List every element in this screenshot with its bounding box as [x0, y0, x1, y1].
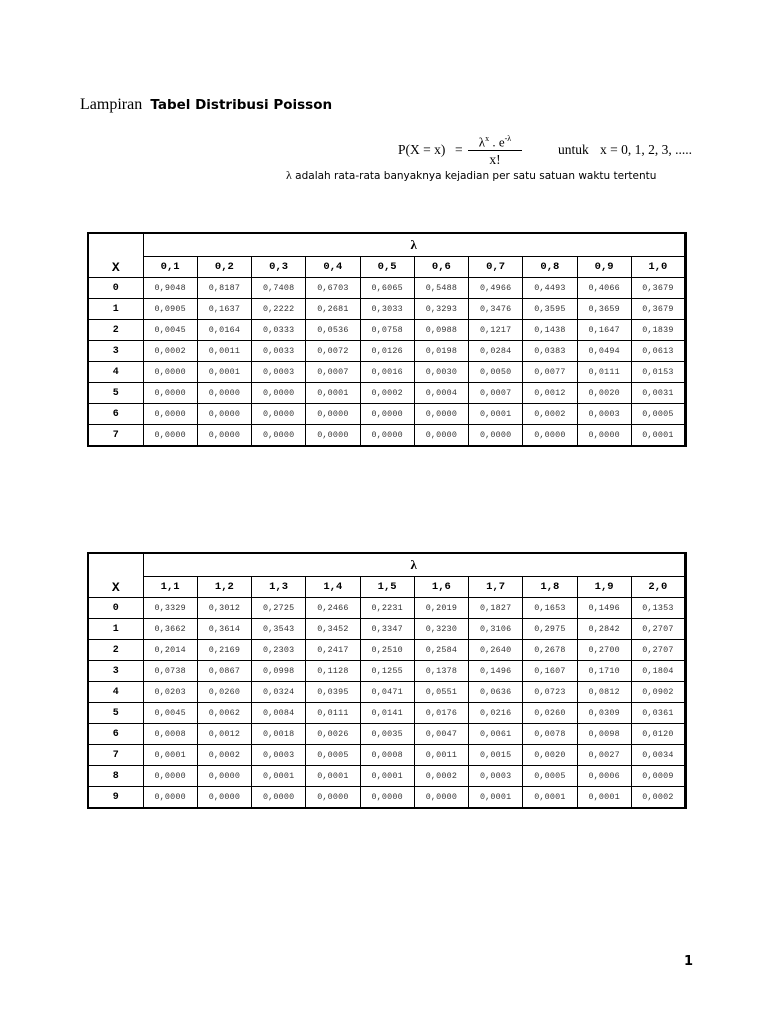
probability-cell: 0,0000 [143, 425, 197, 447]
x-value: 7 [88, 745, 143, 766]
lambda-values-row [88, 577, 686, 598]
probability-cell: 0,2019 [414, 598, 468, 619]
lambda-value-header: 1,0 [631, 257, 685, 278]
probability-cell: 0,0012 [523, 383, 577, 404]
x-value: 2 [88, 640, 143, 661]
table-row [88, 787, 686, 809]
probability-cell: 0,0536 [306, 320, 360, 341]
probability-cell: 0,1438 [523, 320, 577, 341]
probability-cell: 0,0613 [631, 341, 685, 362]
probability-cell: 0,0001 [143, 745, 197, 766]
probability-cell: 0,2842 [577, 619, 631, 640]
title-text: Tabel Distribusi Poisson [150, 97, 333, 113]
lambda-values-row [88, 257, 686, 278]
probability-cell: 0,0026 [306, 724, 360, 745]
probability-cell: 0,0016 [360, 362, 414, 383]
probability-cell: 0,0035 [360, 724, 414, 745]
x-value: 3 [88, 341, 143, 362]
probability-cell: 0,0000 [306, 404, 360, 425]
probability-cell: 0,0098 [577, 724, 631, 745]
probability-cell: 0,0003 [577, 404, 631, 425]
probability-cell: 0,2707 [631, 640, 685, 661]
probability-cell: 0,0998 [252, 661, 306, 682]
probability-cell: 0,3329 [143, 598, 197, 619]
probability-cell: 0,2417 [306, 640, 360, 661]
probability-cell: 0,0001 [523, 787, 577, 809]
lambda-value-header: 0,6 [414, 257, 468, 278]
probability-cell: 0,0000 [360, 425, 414, 447]
probability-cell: 0,3679 [631, 278, 685, 299]
probability-cell: 0,0260 [523, 703, 577, 724]
poisson-table-2 [87, 552, 687, 809]
probability-cell: 0,0153 [631, 362, 685, 383]
probability-cell: 0,0111 [577, 362, 631, 383]
probability-cell: 0,0000 [197, 766, 251, 787]
lambda-value-header: 0,1 [143, 257, 197, 278]
probability-cell: 0,3012 [197, 598, 251, 619]
probability-cell: 0,0001 [360, 766, 414, 787]
lambda-value-header: 0,9 [577, 257, 631, 278]
probability-cell: 0,0034 [631, 745, 685, 766]
probability-cell: 0,0203 [143, 682, 197, 703]
lambda-value-header: 0,7 [469, 257, 523, 278]
page-number: 1 [684, 954, 694, 969]
probability-cell: 0,0006 [577, 766, 631, 787]
probability-cell: 0,0000 [143, 766, 197, 787]
lambda-value-header: 1,2 [197, 577, 251, 598]
probability-cell: 0,0333 [252, 320, 306, 341]
probability-cell: 0,6065 [360, 278, 414, 299]
lambda-header-row [88, 553, 686, 577]
probability-cell: 0,1647 [577, 320, 631, 341]
formula-untuk: untuk [558, 142, 589, 157]
probability-cell: 0,0000 [360, 404, 414, 425]
probability-cell: 0,3033 [360, 299, 414, 320]
probability-cell: 0,2014 [143, 640, 197, 661]
table-row [88, 661, 686, 682]
probability-cell: 0,0000 [197, 404, 251, 425]
lambda-value-header: 0,2 [197, 257, 251, 278]
probability-cell: 0,0000 [577, 425, 631, 447]
lambda-value-header: 1,4 [306, 577, 360, 598]
probability-cell: 0,0000 [414, 425, 468, 447]
probability-cell: 0,0141 [360, 703, 414, 724]
fraction-bar [468, 150, 522, 151]
probability-cell: 0,1378 [414, 661, 468, 682]
probability-cell: 0,2681 [306, 299, 360, 320]
probability-cell: 0,0002 [143, 341, 197, 362]
probability-cell: 0,0216 [469, 703, 523, 724]
probability-cell: 0,0738 [143, 661, 197, 682]
probability-cell: 0,0000 [360, 787, 414, 809]
probability-cell: 0,2725 [252, 598, 306, 619]
probability-cell: 0,0000 [143, 383, 197, 404]
probability-cell: 0,0002 [631, 787, 685, 809]
probability-cell: 0,3452 [306, 619, 360, 640]
probability-cell: 0,0003 [469, 766, 523, 787]
lambda-value-header: 1,1 [143, 577, 197, 598]
x-column-header: X [88, 233, 143, 278]
probability-cell: 0,3543 [252, 619, 306, 640]
table-row [88, 383, 686, 404]
probability-cell: 0,0004 [414, 383, 468, 404]
probability-cell: 0,0000 [252, 383, 306, 404]
probability-cell: 0,0020 [523, 745, 577, 766]
table-row [88, 425, 686, 447]
probability-cell: 0,3230 [414, 619, 468, 640]
probability-cell: 0,0000 [197, 787, 251, 809]
probability-cell: 0,0494 [577, 341, 631, 362]
probability-cell: 0,0000 [143, 404, 197, 425]
x-value: 5 [88, 383, 143, 404]
probability-cell: 0,0000 [414, 404, 468, 425]
probability-cell: 0,0003 [252, 745, 306, 766]
probability-cell: 0,0902 [631, 682, 685, 703]
probability-cell: 0,0126 [360, 341, 414, 362]
probability-cell: 0,0383 [523, 341, 577, 362]
x-value: 8 [88, 766, 143, 787]
x-value: 9 [88, 787, 143, 809]
x-value: 1 [88, 619, 143, 640]
probability-cell: 0,0001 [252, 766, 306, 787]
lambda-value-header: 2,0 [631, 577, 685, 598]
probability-cell: 0,3476 [469, 299, 523, 320]
probability-cell: 0,0077 [523, 362, 577, 383]
probability-cell: 0,3293 [414, 299, 468, 320]
lambda-value-header: 0,4 [306, 257, 360, 278]
probability-cell: 0,6703 [306, 278, 360, 299]
probability-cell: 0,1496 [577, 598, 631, 619]
probability-cell: 0,2975 [523, 619, 577, 640]
lambda-value-header: 1,5 [360, 577, 414, 598]
probability-cell: 0,0033 [252, 341, 306, 362]
x-value: 4 [88, 682, 143, 703]
probability-cell: 0,0000 [252, 787, 306, 809]
probability-cell: 0,0309 [577, 703, 631, 724]
probability-cell: 0,0812 [577, 682, 631, 703]
x-value: 1 [88, 299, 143, 320]
table-row [88, 299, 686, 320]
probability-cell: 0,0011 [414, 745, 468, 766]
probability-cell: 0,1710 [577, 661, 631, 682]
table-row [88, 598, 686, 619]
probability-cell: 0,2169 [197, 640, 251, 661]
table-row [88, 320, 686, 341]
probability-cell: 0,2303 [252, 640, 306, 661]
probability-cell: 0,3614 [197, 619, 251, 640]
probability-cell: 0,0001 [306, 766, 360, 787]
probability-cell: 0,0000 [143, 787, 197, 809]
probability-cell: 0,0164 [197, 320, 251, 341]
probability-cell: 0,2510 [360, 640, 414, 661]
lambda-value-header: 1,9 [577, 577, 631, 598]
table-row [88, 341, 686, 362]
probability-cell: 0,0072 [306, 341, 360, 362]
lambda-value-header: 0,3 [252, 257, 306, 278]
probability-cell: 0,3659 [577, 299, 631, 320]
probability-cell: 0,5488 [414, 278, 468, 299]
probability-cell: 0,1827 [469, 598, 523, 619]
formula-range: x = 0, 1, 2, 3, ..... [600, 142, 692, 157]
probability-cell: 0,0030 [414, 362, 468, 383]
probability-cell: 0,0002 [197, 745, 251, 766]
probability-cell: 0,0009 [631, 766, 685, 787]
probability-cell: 0,0111 [306, 703, 360, 724]
x-value: 0 [88, 598, 143, 619]
probability-cell: 0,0867 [197, 661, 251, 682]
lambda-value-header: 1,6 [414, 577, 468, 598]
probability-cell: 0,0011 [197, 341, 251, 362]
probability-cell: 0,3595 [523, 299, 577, 320]
probability-cell: 0,0020 [577, 383, 631, 404]
lambda-value-header: 0,5 [360, 257, 414, 278]
probability-cell: 0,0018 [252, 724, 306, 745]
probability-cell: 0,0000 [252, 425, 306, 447]
lambda-value-header: 1,8 [523, 577, 577, 598]
probability-cell: 0,4493 [523, 278, 577, 299]
probability-cell: 0,0007 [469, 383, 523, 404]
probability-cell: 0,0008 [143, 724, 197, 745]
probability-cell: 0,3679 [631, 299, 685, 320]
probability-cell: 0,0001 [577, 787, 631, 809]
probability-cell: 0,2700 [577, 640, 631, 661]
probability-cell: 0,0005 [631, 404, 685, 425]
formula-e-exp: -λ [504, 134, 512, 143]
probability-cell: 0,0000 [306, 787, 360, 809]
probability-cell: 0,0000 [143, 362, 197, 383]
table-row [88, 619, 686, 640]
probability-cell: 0,0000 [414, 787, 468, 809]
probability-cell: 0,2466 [306, 598, 360, 619]
probability-cell: 0,2707 [631, 619, 685, 640]
probability-cell: 0,2222 [252, 299, 306, 320]
probability-cell: 0,0015 [469, 745, 523, 766]
probability-cell: 0,0000 [306, 425, 360, 447]
probability-cell: 0,1496 [469, 661, 523, 682]
probability-cell: 0,0008 [360, 745, 414, 766]
formula-lambda-exp: x [485, 134, 490, 143]
lambda-header: λ [143, 233, 686, 257]
probability-cell: 0,0002 [360, 383, 414, 404]
probability-cell: 0,0002 [523, 404, 577, 425]
table-row [88, 682, 686, 703]
probability-cell: 0,0000 [523, 425, 577, 447]
probability-cell: 0,4966 [469, 278, 523, 299]
probability-cell: 0,0001 [469, 787, 523, 809]
x-value: 4 [88, 362, 143, 383]
probability-cell: 0,3662 [143, 619, 197, 640]
probability-cell: 0,0027 [577, 745, 631, 766]
table-row [88, 703, 686, 724]
probability-cell: 0,0120 [631, 724, 685, 745]
table-row [88, 278, 686, 299]
probability-cell: 0,0000 [252, 404, 306, 425]
probability-cell: 0,0723 [523, 682, 577, 703]
probability-cell: 0,0000 [197, 425, 251, 447]
table-row [88, 362, 686, 383]
table-row [88, 404, 686, 425]
probability-cell: 0,0324 [252, 682, 306, 703]
x-column-header: X [88, 553, 143, 598]
x-value: 6 [88, 724, 143, 745]
probability-cell: 0,0078 [523, 724, 577, 745]
poisson-formula [398, 132, 698, 172]
probability-cell: 0,0061 [469, 724, 523, 745]
lambda-value-header: 1,7 [469, 577, 523, 598]
x-value: 7 [88, 425, 143, 447]
probability-cell: 0,1353 [631, 598, 685, 619]
probability-cell: 0,0002 [414, 766, 468, 787]
probability-cell: 0,1255 [360, 661, 414, 682]
note-lambda: λ [286, 168, 292, 182]
probability-cell: 0,0395 [306, 682, 360, 703]
probability-cell: 0,3106 [469, 619, 523, 640]
formula-numerator [468, 134, 522, 150]
probability-cell: 0,1839 [631, 320, 685, 341]
lambda-value-header: 0,8 [523, 257, 577, 278]
probability-cell: 0,0012 [197, 724, 251, 745]
lambda-header-row [88, 233, 686, 257]
probability-cell: 0,0636 [469, 682, 523, 703]
probability-cell: 0,0001 [469, 404, 523, 425]
x-value: 2 [88, 320, 143, 341]
probability-cell: 0,0471 [360, 682, 414, 703]
probability-cell: 0,0084 [252, 703, 306, 724]
note-text: adalah rata-rata banyaknya kejadian per satu satuan waktu tertentu [295, 170, 657, 182]
x-value: 6 [88, 404, 143, 425]
probability-cell: 0,0000 [469, 425, 523, 447]
probability-cell: 0,0361 [631, 703, 685, 724]
probability-cell: 0,7408 [252, 278, 306, 299]
probability-cell: 0,0001 [306, 383, 360, 404]
formula-denominator: x! [489, 152, 501, 167]
probability-cell: 0,0758 [360, 320, 414, 341]
probability-cell: 0,0001 [197, 362, 251, 383]
probability-cell: 0,0003 [252, 362, 306, 383]
probability-cell: 0,2640 [469, 640, 523, 661]
lambda-value-header: 1,3 [252, 577, 306, 598]
lambda-note [286, 168, 656, 183]
probability-cell: 0,1128 [306, 661, 360, 682]
probability-cell: 0,1804 [631, 661, 685, 682]
probability-cell: 0,0001 [631, 425, 685, 447]
x-value: 5 [88, 703, 143, 724]
formula-lambda: λ [478, 134, 486, 150]
x-value: 3 [88, 661, 143, 682]
probability-cell: 0,0005 [306, 745, 360, 766]
probability-cell: 0,8187 [197, 278, 251, 299]
probability-cell: 0,0050 [469, 362, 523, 383]
table-row [88, 724, 686, 745]
probability-cell: 0,0045 [143, 320, 197, 341]
probability-cell: 0,4066 [577, 278, 631, 299]
probability-cell: 0,0551 [414, 682, 468, 703]
probability-cell: 0,9048 [143, 278, 197, 299]
probability-cell: 0,0176 [414, 703, 468, 724]
table-row [88, 766, 686, 787]
formula-lhs: P(X = x) [398, 142, 446, 157]
probability-cell: 0,0031 [631, 383, 685, 404]
probability-cell: 0,0000 [197, 383, 251, 404]
table-row [88, 745, 686, 766]
formula-equals: = [455, 142, 463, 157]
probability-cell: 0,0062 [197, 703, 251, 724]
probability-cell: 0,2584 [414, 640, 468, 661]
poisson-table-1 [87, 232, 687, 447]
probability-cell: 0,0260 [197, 682, 251, 703]
probability-cell: 0,0988 [414, 320, 468, 341]
probability-cell: 0,3347 [360, 619, 414, 640]
probability-cell: 0,2231 [360, 598, 414, 619]
probability-cell: 0,1637 [197, 299, 251, 320]
probability-cell: 0,0045 [143, 703, 197, 724]
probability-cell: 0,1217 [469, 320, 523, 341]
lambda-header: λ [143, 553, 686, 577]
formula-e: . e [489, 134, 505, 150]
probability-cell: 0,0005 [523, 766, 577, 787]
table-row [88, 640, 686, 661]
x-value: 0 [88, 278, 143, 299]
probability-cell: 0,1607 [523, 661, 577, 682]
probability-cell: 0,0284 [469, 341, 523, 362]
probability-cell: 0,0047 [414, 724, 468, 745]
probability-cell: 0,0198 [414, 341, 468, 362]
probability-cell: 0,2678 [523, 640, 577, 661]
probability-cell: 0,1653 [523, 598, 577, 619]
probability-cell: 0,0905 [143, 299, 197, 320]
title-prefix: Lampiran [80, 96, 143, 113]
page-title [80, 96, 332, 114]
probability-cell: 0,0007 [306, 362, 360, 383]
